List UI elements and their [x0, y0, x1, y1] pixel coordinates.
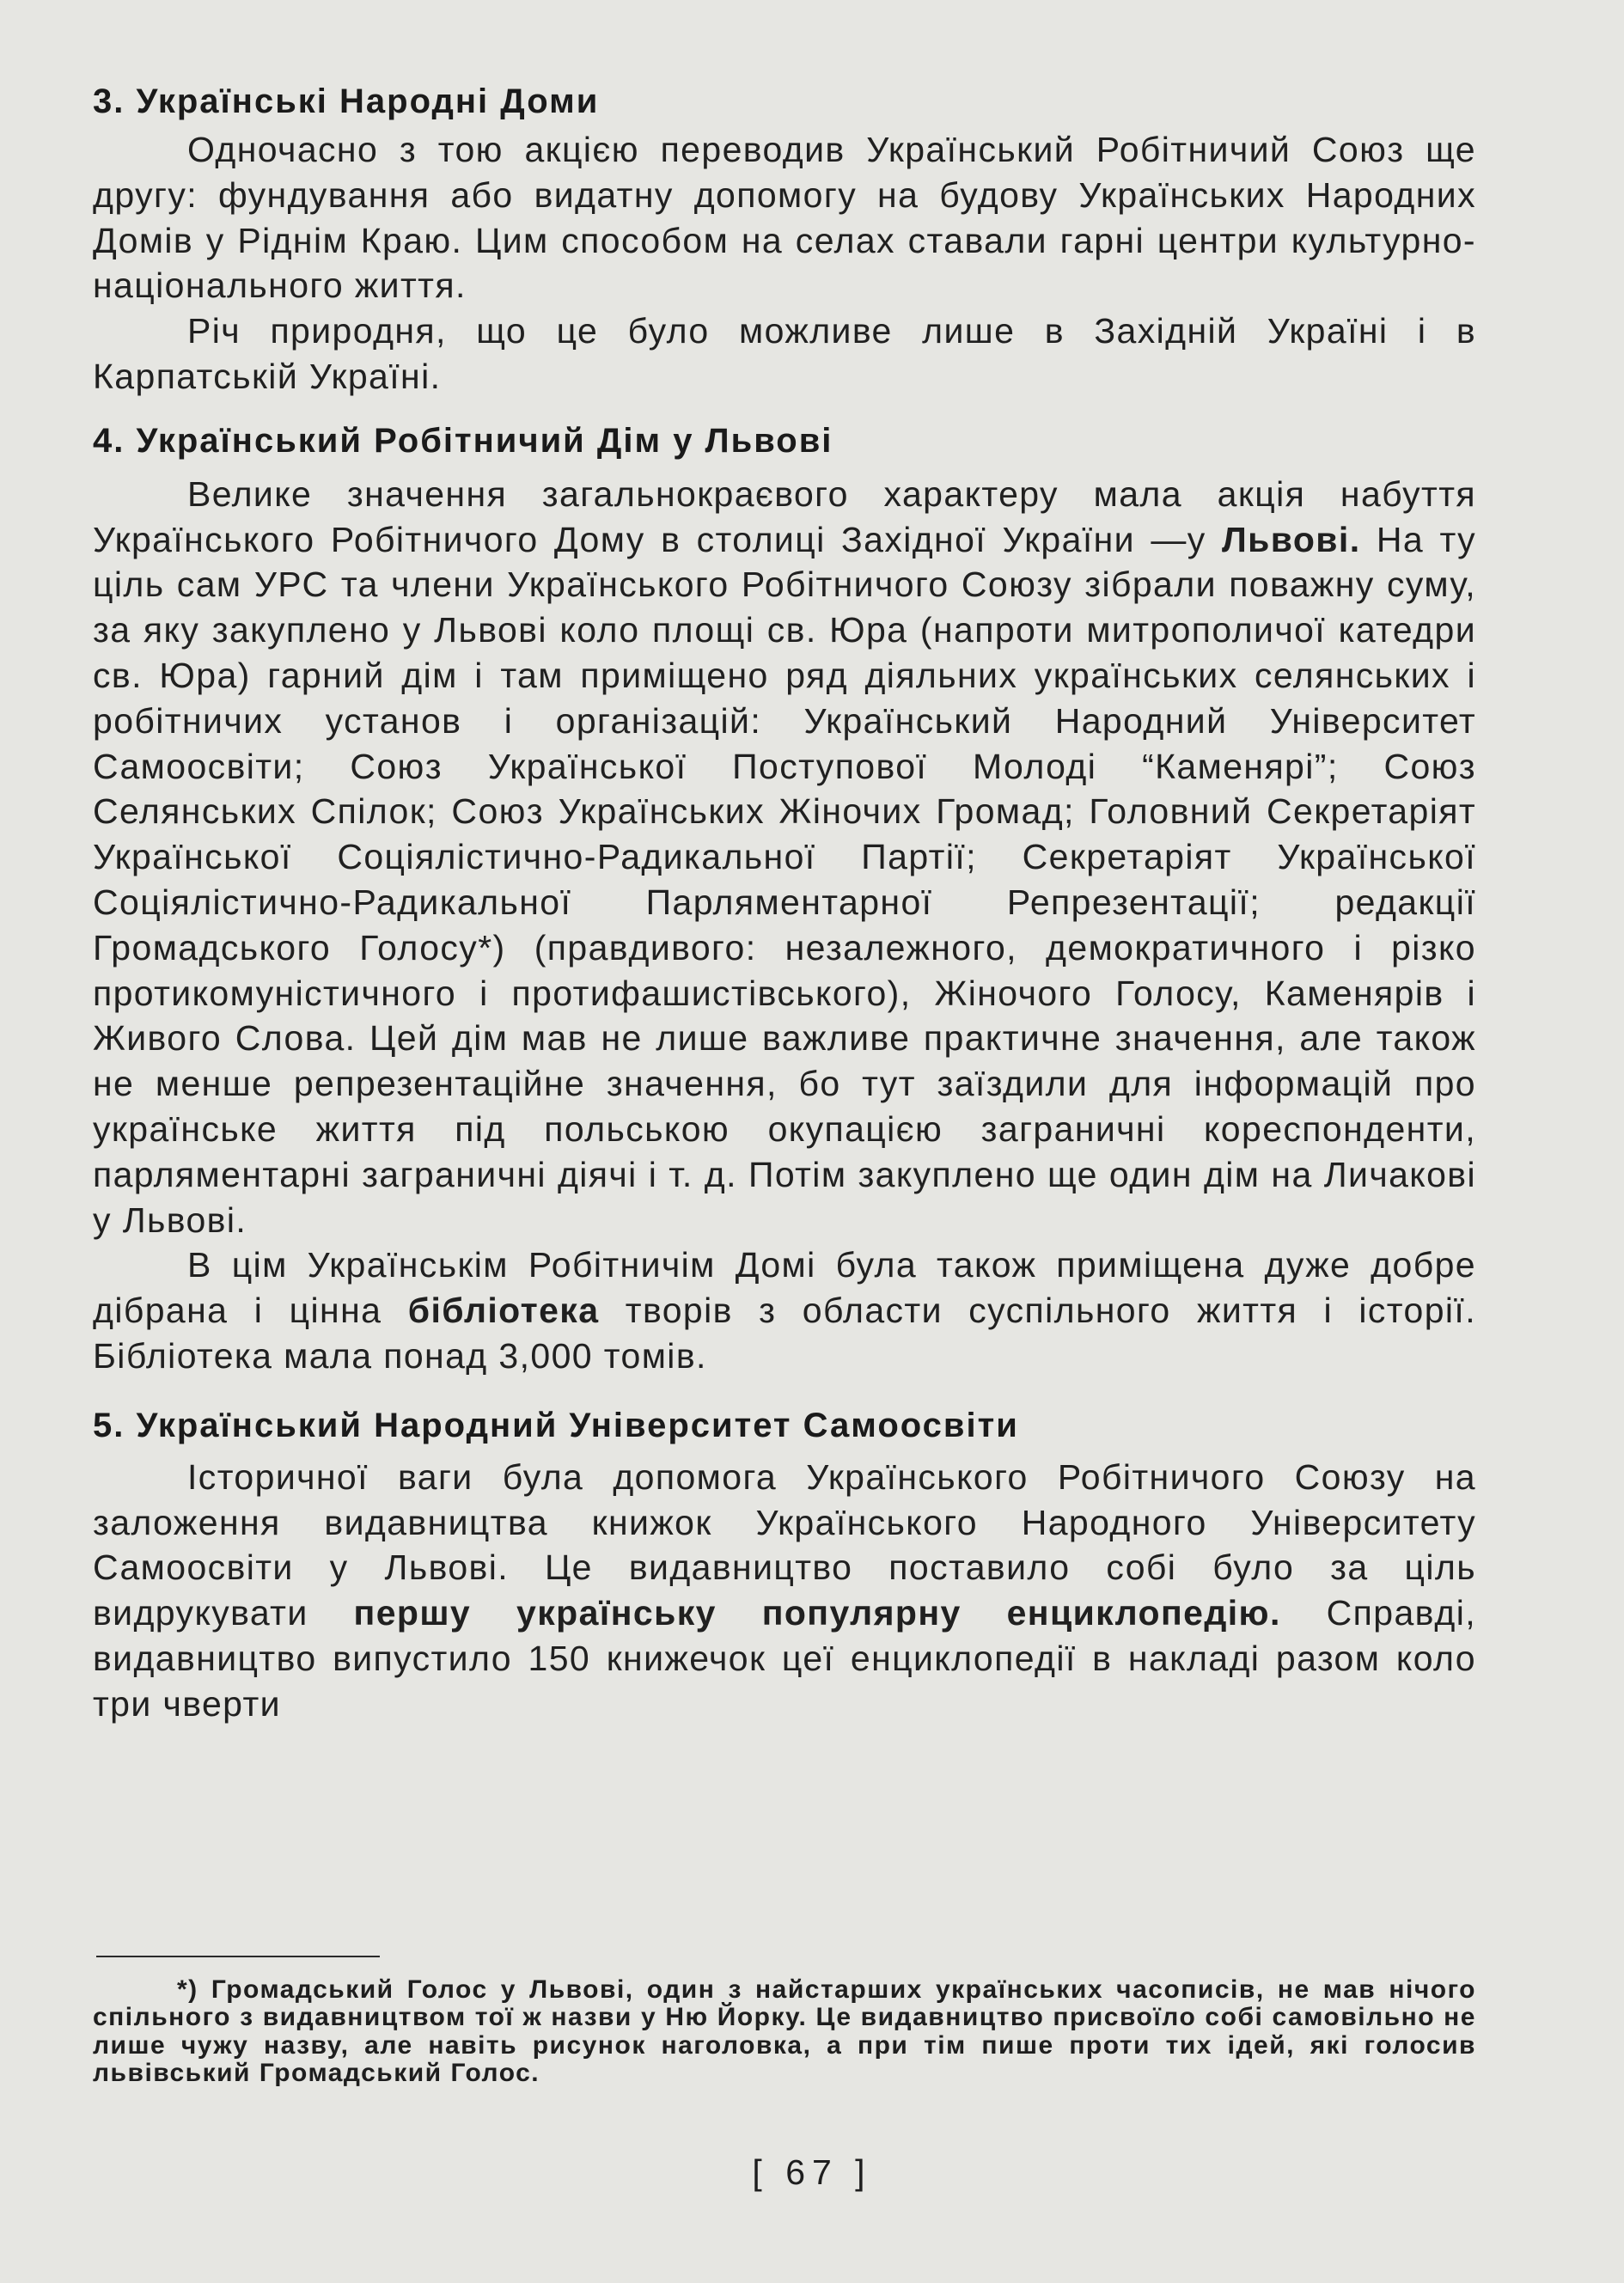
- section-3-paragraph-2: [93, 308, 1476, 400]
- text-run: Велике значення загальнокраєвого характеру мала акція набуття Українського Робітничого Дому в столиці Західної України —у: [93, 473, 1476, 559]
- section-heading-3: 3. Українські Народні Доми: [93, 82, 600, 120]
- text-run: Річ природня, що це було можливе лише в Західній Україні і в Карпатській Україні.: [93, 311, 1476, 396]
- bold-text-library: бібліотека: [407, 1291, 600, 1331]
- text-run: Справді, видавництво випустило 150 книжечок цеї енциклопедії в накладі разом коло три чверти: [93, 1593, 1476, 1724]
- section-4-paragraph-2: [93, 1242, 1476, 1378]
- text-run: Одночасно з тою акцією переводив Український Робітничий Союз ще другу: фундування або видатну допомогу на будову Українських Народних Домів у Ріднім Краю. Цим способом на селах ставали гарні центри культурно-національного життя.: [93, 130, 1476, 306]
- section-heading-4: 4. Український Робітничий Дім у Львові: [93, 421, 833, 460]
- text-run: В цім Українськім Робітничім Домі була також приміщена дуже добре дібрана і цінна: [93, 1245, 1476, 1331]
- text-run: Історичної ваги була допомога Українського Робітничого Союзу на заложення видавництва книжок Українського Народного Університету Самоосвіти у Львові. Це видавництво поставило собі було за ціль видрукувати: [93, 1456, 1476, 1633]
- section-heading-5: 5. Український Народний Університет Самоосвіти: [93, 1406, 1019, 1444]
- section-3-paragraph-1: [93, 127, 1476, 308]
- page-number: [ 67 ]: [752, 2152, 872, 2192]
- bold-text-encyclopedia: першу українську популярну енциклопедію.: [353, 1593, 1281, 1633]
- text-run: На ту ціль сам УРС та члени Українського Робітничого Союзу зібрали поважну суму, за яку закуплено у Львові коло площі св. Юра (напроти митрополичої катедри св. Юра) гарний дім і там приміщено ряд діяльних українських селянських і робітничих установ і організацій: Український Народний Університет Самоосвіти; Союз Української Поступової Молоді “Каменярі”; Союз Селянських Спілок; Союз Українських Жіночих Громад; Головний Секретаріят Української Соціялістично-Радикальної Партії; Секретаріят Української Соціялістично-Радикальної Парляментарної Репрезентації; редакції Громадського Голосу*) (правдивого: незалежного, демократичного і різко протикомуністичного і протифашистівського), Жіночого Голосу, Каменярів і Живого Слова. Цей дім мав не лише важливе практичне значення, але також не менше репрезентаційне значення, бо тут заїздили для інформацій про українське життя під польською окупацією заграничні кореспонденти, парляментарні заграничні діячі і т. д. Потім закуплено ще один дім на Личакові у Львові.: [93, 519, 1476, 1240]
- bold-text-lviv: Львові.: [1222, 519, 1361, 559]
- text-run: творів з области суспільного життя і історії. Бібліотека мала понад 3,000 томів.: [93, 1291, 1476, 1376]
- section-5-paragraph-1: [93, 1455, 1476, 1727]
- footnote: *) Громадський Голос у Львові, один з найстарших українських часописів, не мав нічого спільного з видавництвом тої ж назви у Ню Йорку. Це видавництво присвоїло собі самовільно не лише чужу назву, але навіть рисунок наголовка, а при тім пише проти тих ідей, які голосив львівський Громадський Голос.: [93, 1975, 1476, 2088]
- section-4-paragraph-1: [93, 472, 1476, 1243]
- page-body: [93, 79, 1476, 1727]
- footnote-divider: [96, 1956, 380, 1957]
